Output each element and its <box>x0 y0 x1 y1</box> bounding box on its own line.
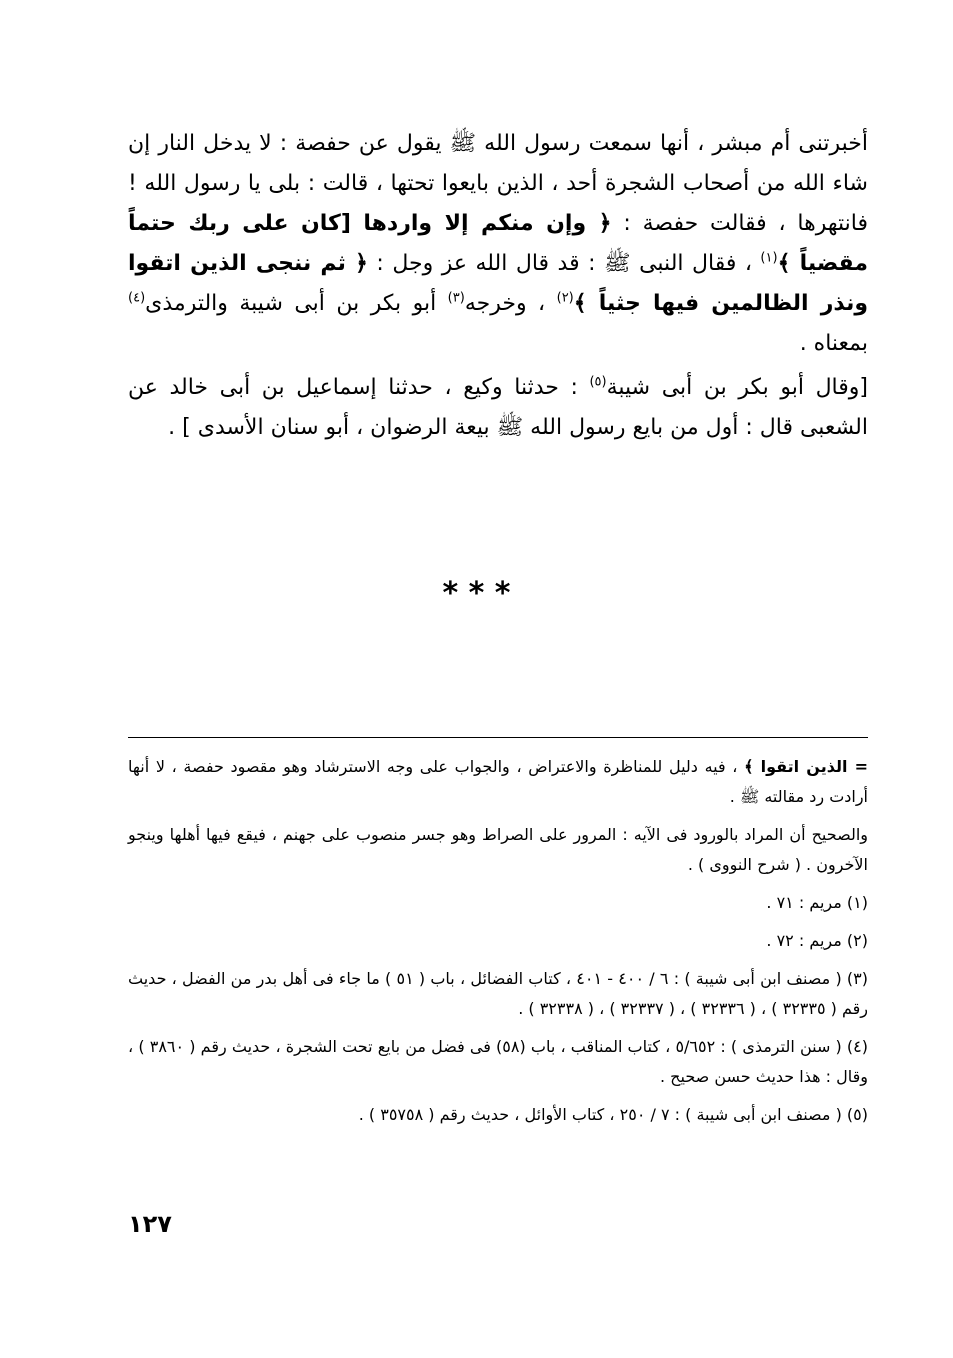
paragraph-2 <box>128 368 868 448</box>
footnotes <box>128 752 868 1138</box>
footnote-1: (١) مريم : ٧١ . <box>766 893 868 912</box>
text-run: بمعناه . <box>799 331 868 356</box>
footnote-5: (٥) ( مصنف ابن أبى شيبة ) : ٧ / ٢٥٠ ، كتاب الأوائل ، حديث رقم ( ٣٥٧٥٨ ) . <box>358 1105 868 1124</box>
paragraph-1 <box>128 124 868 364</box>
text-run: أخبرتنى أم مبشر ، أنها سمعت رسول الله ﷺ يقول عن حفصة : لا يدخل النار إن شاء الله من أصحاب الشجرة أحد ، الذين بايعوا تحتها ، قالت : بلى يا رسول الله ! فانتهرها ، فقالت حفصة : <box>128 131 868 236</box>
text-run: ، وخرجه <box>464 291 557 316</box>
section-separator <box>0 576 953 611</box>
quran-quote: ﴿ وإن منكم إلا واردها [كان على ربك حتماً مقضياً ﴾ <box>128 211 868 276</box>
text-run: : حدثنا وكيع ، حدثنا إسماعيل بن أبى خالد عن الشعبى قال : أول من بايع رسول الله ﷺ بيعة الرضوان ، أبو سنان الأسدى ] . <box>128 375 868 440</box>
footnote-bold-quote: = الذين اتقوا ﴾ <box>744 757 868 776</box>
footnote-ref: (٢) <box>556 290 574 306</box>
page-number: ١٢٧ <box>128 1210 172 1238</box>
separator-text: * * * <box>442 576 511 611</box>
footnote-3: (٣) ( مصنف ابن أبى شيبة ) : ٦ / ٤٠٠ - ٤٠١ ، كتاب الفضائل ، باب ( ٥١ ) ما جاء فى أهل بدر من الفضل ، حديث رقم ( ٣٢٣٣٥ ) ، ( ٣٢٣٣٦ ) ، ( ٣٢٣٣٧ ) ، ( ٣٢٣٣٨ ) . <box>128 969 868 1018</box>
text-run: ، فقال النبى ﷺ : قد قال الله عز وجل : <box>367 251 761 276</box>
footnote-2: (٢) مريم : ٧٢ . <box>766 931 868 950</box>
footnote-ref: (١) <box>760 250 778 266</box>
footnote-ref: (٤) <box>128 290 146 306</box>
footnote-rule <box>128 737 868 738</box>
footnote-text: ، فيه دليل للمناظرة والاعتراض ، والجواب على وجه الاسترشاد وهو مقصود حفصة ، لا أنها أرادت رد مقالته ﷺ . <box>128 757 868 806</box>
footnote-4: (٤) ( سنن الترمذى ) : ٥/٦٥٢ ، كتاب المناقب ، باب (٥٨) فى فضل من بايع تحت الشجرة ، حديث رقم ( ٣٨٦٠ ) ، وقال : هذا حديث حسن صحيح . <box>128 1037 869 1086</box>
footnote-continuation: والصحيح أن المراد بالورود فى الآيه : المرور على الصراط وهو جسر منصوب على جهنم ، فيقع فيها أهلها وينجو الآخرون . ( شرح النووى ) . <box>128 825 868 874</box>
footnote-ref: (٣) <box>447 290 465 306</box>
text-run: أبو بكر بن أبى شيبة والترمذى <box>145 291 448 316</box>
footnote-ref: (٥) <box>589 374 607 390</box>
text-run: [وقال أبو بكر بن أبى شيبة <box>606 375 868 400</box>
quran-quote: ﴿ ثم ننجى الذين اتقوا ونذر الظالمين فيها جثياً ﴾ <box>128 251 869 316</box>
main-text <box>128 124 868 448</box>
footnote-continuation <box>128 752 868 812</box>
